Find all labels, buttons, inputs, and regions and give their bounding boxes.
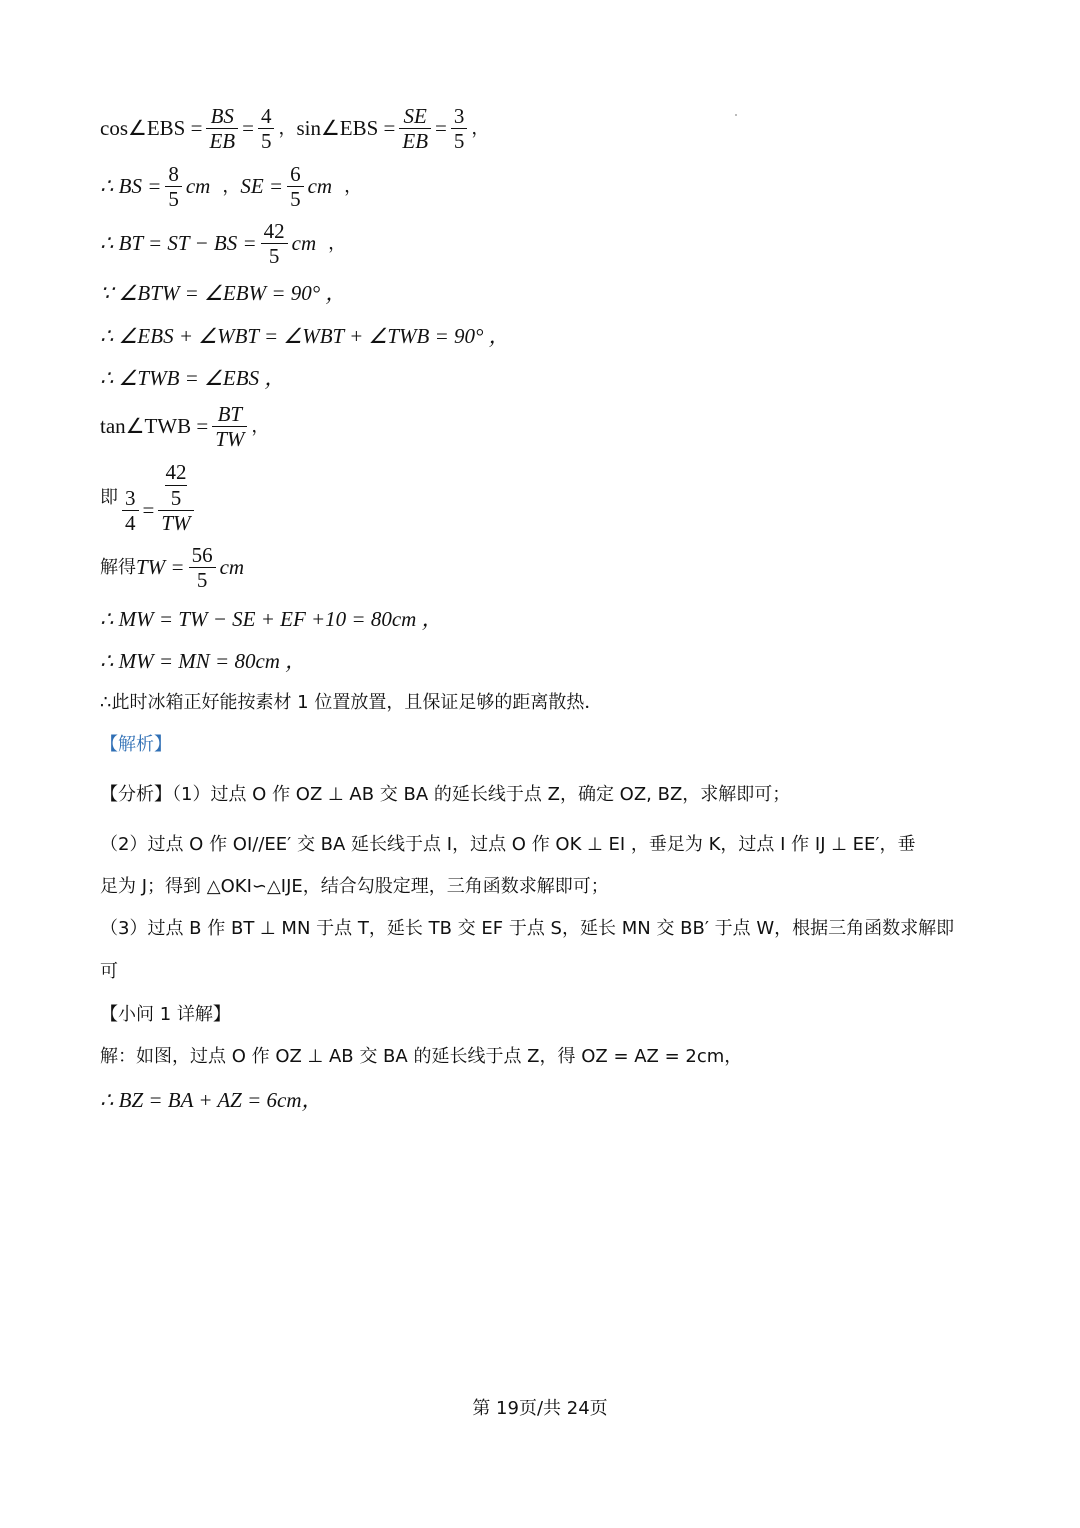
denominator: 5 bbox=[196, 568, 208, 593]
jiede-label: 解得 bbox=[100, 556, 136, 578]
separator: ， bbox=[344, 175, 363, 197]
unit: cm bbox=[307, 174, 333, 199]
eq-cos-sin bbox=[100, 104, 489, 153]
eq-tw-result bbox=[100, 543, 244, 592]
eq-angle-right: ∵ ∠BTW = ∠EBW = 90° ， bbox=[100, 281, 347, 305]
jiexi-heading: 【解析】 bbox=[100, 734, 172, 755]
bt-expr: ∴ BT = ST − BS = bbox=[100, 231, 257, 256]
eq-ratio bbox=[100, 460, 198, 535]
ji-label: 即 bbox=[100, 486, 118, 508]
separator: ， bbox=[278, 117, 297, 139]
numerator: 3 bbox=[453, 104, 465, 128]
equals: = bbox=[242, 116, 254, 141]
denominator: EB bbox=[209, 129, 236, 154]
numerator: 4 bbox=[260, 104, 272, 128]
compound-fraction bbox=[158, 460, 193, 534]
fraction-4-5 bbox=[258, 104, 275, 153]
fraction-3-5 bbox=[451, 104, 468, 153]
denominator: 5 bbox=[290, 187, 301, 212]
eq-bs-se bbox=[100, 162, 362, 211]
eq-mw-mn: ∴ MW = MN = 80cm ， bbox=[100, 649, 307, 673]
tw-expr: TW = bbox=[136, 555, 185, 580]
eq-angle-equal: ∴ ∠TWB = ∠EBS ， bbox=[100, 366, 286, 390]
denominator: EB bbox=[402, 129, 429, 154]
separator: ， bbox=[222, 175, 241, 197]
fraction-bs-eb bbox=[206, 104, 238, 153]
conclusion-text: ∴此时冰箱正好能按素材 1 位置放置，且保证足够的距离散热． bbox=[100, 692, 603, 713]
page-number: 第 19页/共 24页 bbox=[472, 1398, 608, 1419]
sin-expr: sin∠EBS = bbox=[296, 116, 396, 141]
equals: = bbox=[142, 498, 155, 523]
tan-expr: tan∠TWB = bbox=[100, 414, 209, 439]
fraction-bt-tw bbox=[212, 402, 247, 451]
unit: cm bbox=[185, 174, 211, 199]
fraction-8-5 bbox=[165, 162, 182, 211]
solution-line2: ∴ BZ = BA + AZ = 6cm， bbox=[100, 1088, 323, 1112]
analysis-part1: 【分析】（1）过点 O 作 OZ ⊥ AB 交 BA 的延长线于点 Z，确定 OZ, BZ，求解即可； bbox=[100, 784, 791, 805]
numerator: 56 bbox=[191, 543, 213, 567]
numerator-bottom: 5 bbox=[170, 485, 182, 510]
numerator: 3 bbox=[125, 486, 136, 510]
fraction-se-eb bbox=[399, 104, 431, 153]
unit: cm bbox=[291, 231, 317, 256]
stray-mark bbox=[735, 114, 737, 116]
analysis-part3-line1: （3）过点 B 作 BT ⊥ MN 于点 T，延长 TB 交 EF 于点 S，延长 MN 交 BB′ 于点 W，根据三角函数求解即 bbox=[100, 918, 955, 939]
analysis-part3-line2: 可 bbox=[100, 961, 118, 982]
denominator: 5 bbox=[268, 244, 280, 269]
numerator: 42 bbox=[263, 219, 285, 243]
eq-bt bbox=[100, 219, 346, 268]
eq-tan bbox=[100, 402, 269, 451]
separator: ， bbox=[328, 232, 347, 254]
numerator: SE bbox=[403, 104, 427, 128]
numerator-top: 42 bbox=[165, 460, 187, 485]
eq-mw-calc: ∴ MW = TW − SE + EF +10 = 80cm ， bbox=[100, 607, 443, 631]
eq-angle-sum: ∴ ∠EBS + ∠WBT = ∠WBT + ∠TWB = 90° ， bbox=[100, 324, 510, 348]
equals: = bbox=[435, 116, 447, 141]
separator: ， bbox=[251, 415, 270, 437]
analysis-part2-line1: （2）过点 O 作 OI//EE′ 交 BA 延长线于点 I，过点 O 作 OK ⊥ EI ，垂足为 K，过点 I 作 IJ ⊥ EE′，垂 bbox=[100, 834, 916, 855]
denominator: 5 bbox=[260, 129, 272, 154]
numerator: BS bbox=[210, 104, 234, 128]
numerator: 6 bbox=[290, 162, 301, 186]
fraction-42-5 bbox=[261, 219, 288, 268]
denominator: TW bbox=[215, 427, 245, 452]
bs-expr: ∴ BS = bbox=[100, 174, 162, 199]
numerator: BT bbox=[217, 402, 243, 426]
numerator: 8 bbox=[168, 162, 179, 186]
cos-expr: cos∠EBS = bbox=[100, 116, 203, 141]
analysis-part2-line2: 足为 J；得到 △OKI∽△IJE，结合勾股定理，三角函数求解即可； bbox=[100, 876, 609, 897]
fraction-6-5 bbox=[287, 162, 304, 211]
denominator: 4 bbox=[125, 511, 136, 536]
denominator: 5 bbox=[168, 187, 179, 212]
subquestion-1-heading: 【小问 1 详解】 bbox=[100, 1004, 231, 1025]
denominator: TW bbox=[161, 510, 191, 535]
denominator: 5 bbox=[453, 129, 465, 154]
solution-line1: 解：如图，过点 O 作 OZ ⊥ AB 交 BA 的延长线于点 Z，得 OZ = AZ = 2cm， bbox=[100, 1046, 743, 1067]
separator: ， bbox=[471, 117, 490, 139]
fraction-3-4 bbox=[122, 486, 139, 535]
se-expr: SE = bbox=[240, 174, 284, 199]
unit: cm bbox=[219, 555, 245, 580]
fraction-56-5 bbox=[189, 543, 216, 592]
